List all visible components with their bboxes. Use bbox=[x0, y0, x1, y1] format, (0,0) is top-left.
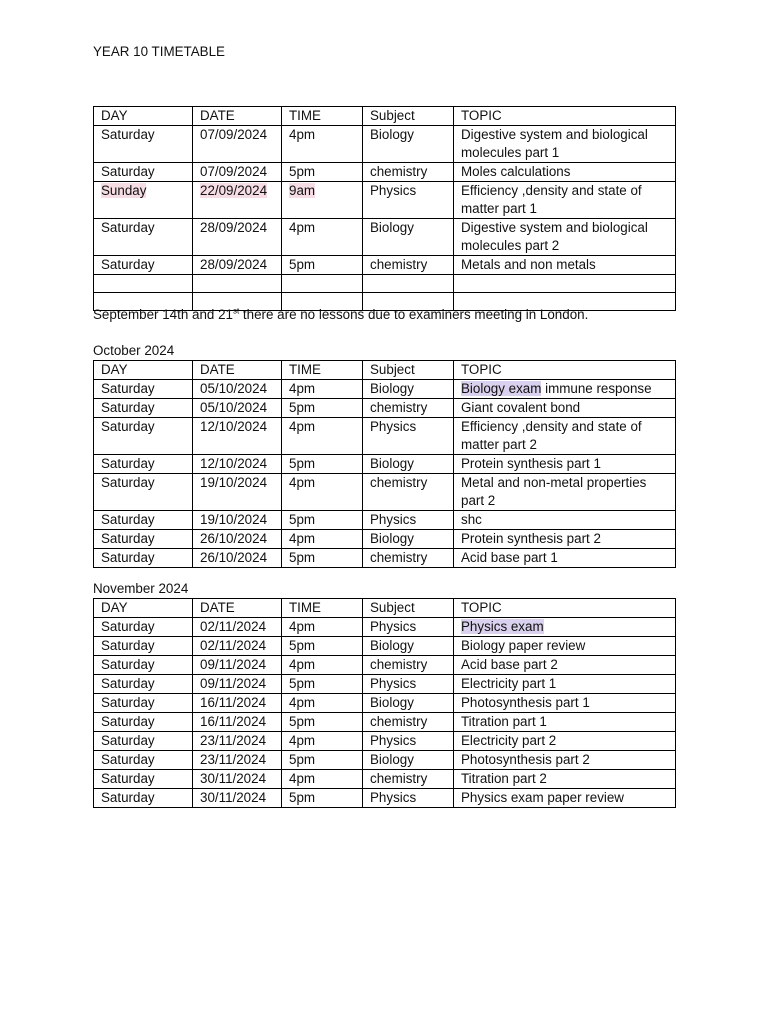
cell-day: Saturday bbox=[94, 380, 193, 399]
table-row bbox=[94, 751, 676, 770]
table-row bbox=[94, 789, 676, 808]
cell-date: 28/09/2024 bbox=[193, 219, 282, 256]
cell-subject: Biology bbox=[363, 530, 454, 549]
cell-topic bbox=[454, 618, 676, 637]
cell-date: 30/11/2024 bbox=[193, 789, 282, 808]
cell-day: Saturday bbox=[94, 163, 193, 182]
column-header-subject: Subject bbox=[363, 107, 454, 126]
cell-subject: Physics bbox=[363, 732, 454, 751]
highlighted-topic: Biology exam bbox=[461, 381, 542, 396]
cell-subject: Biology bbox=[363, 126, 454, 163]
cell-day: Saturday bbox=[94, 656, 193, 675]
cell-time: 5pm bbox=[282, 163, 363, 182]
cell-subject: chemistry bbox=[363, 474, 454, 511]
cell-day: Saturday bbox=[94, 549, 193, 568]
cell-date: 26/10/2024 bbox=[193, 549, 282, 568]
column-header-day: DAY bbox=[94, 599, 193, 618]
cell-date: 19/10/2024 bbox=[193, 511, 282, 530]
cell-time: 4pm bbox=[282, 474, 363, 511]
cell-date: 09/11/2024 bbox=[193, 675, 282, 694]
cell-topic: Acid base part 1 bbox=[454, 549, 676, 568]
cell-day: Saturday bbox=[94, 418, 193, 455]
cell-day: Saturday bbox=[94, 511, 193, 530]
cell-time: 5pm bbox=[282, 511, 363, 530]
cell-subject: chemistry bbox=[363, 163, 454, 182]
cell-subject: Physics bbox=[363, 418, 454, 455]
table-row bbox=[94, 770, 676, 789]
table-row bbox=[94, 511, 676, 530]
table-row bbox=[94, 126, 676, 163]
cell-day: Saturday bbox=[94, 474, 193, 511]
cell-date: 30/11/2024 bbox=[193, 770, 282, 789]
cell-date: 12/10/2024 bbox=[193, 455, 282, 474]
cell-time bbox=[282, 275, 363, 293]
header-row bbox=[94, 599, 676, 618]
cell-time bbox=[282, 182, 363, 219]
cell-subject: chemistry bbox=[363, 399, 454, 418]
cell-time: 4pm bbox=[282, 618, 363, 637]
cell-time: 5pm bbox=[282, 751, 363, 770]
cell-subject: Physics bbox=[363, 511, 454, 530]
cell-subject: Biology bbox=[363, 380, 454, 399]
cell-topic: Electricity part 2 bbox=[454, 732, 676, 751]
table-row bbox=[94, 694, 676, 713]
cell-day: Saturday bbox=[94, 399, 193, 418]
table-row bbox=[94, 399, 676, 418]
column-header-time: TIME bbox=[282, 361, 363, 380]
cell-time: 5pm bbox=[282, 256, 363, 275]
cell-date: 02/11/2024 bbox=[193, 618, 282, 637]
cell-date bbox=[193, 275, 282, 293]
cell-topic: Digestive system and biological molecules part 1 bbox=[454, 126, 676, 163]
cell-day bbox=[94, 182, 193, 219]
cell-subject: Physics bbox=[363, 182, 454, 219]
cell-topic: shc bbox=[454, 511, 676, 530]
column-header-topic: TOPIC bbox=[454, 107, 676, 126]
table-row bbox=[94, 675, 676, 694]
cell-day: Saturday bbox=[94, 455, 193, 474]
cell-topic: Protein synthesis part 2 bbox=[454, 530, 676, 549]
cell-day: Saturday bbox=[94, 618, 193, 637]
highlighted-time: 9am bbox=[289, 183, 316, 198]
cell-time: 5pm bbox=[282, 455, 363, 474]
cell-day: Saturday bbox=[94, 789, 193, 808]
column-header-day: DAY bbox=[94, 361, 193, 380]
cell-date: 19/10/2024 bbox=[193, 474, 282, 511]
cell-day: Saturday bbox=[94, 732, 193, 751]
table-row bbox=[94, 656, 676, 675]
no-lessons-note bbox=[93, 307, 588, 322]
cell-date: 12/10/2024 bbox=[193, 418, 282, 455]
cell-topic: Photosynthesis part 2 bbox=[454, 751, 676, 770]
cell-time: 5pm bbox=[282, 675, 363, 694]
cell-topic: Moles calculations bbox=[454, 163, 676, 182]
cell-topic: Electricity part 1 bbox=[454, 675, 676, 694]
cell-subject: chemistry bbox=[363, 256, 454, 275]
column-header-time: TIME bbox=[282, 599, 363, 618]
cell-time: 4pm bbox=[282, 418, 363, 455]
cell-time: 4pm bbox=[282, 219, 363, 256]
table-row bbox=[94, 713, 676, 732]
cell-topic: Protein synthesis part 1 bbox=[454, 455, 676, 474]
header-row bbox=[94, 107, 676, 126]
cell-date: 23/11/2024 bbox=[193, 751, 282, 770]
table-row bbox=[94, 732, 676, 751]
cell-subject: chemistry bbox=[363, 713, 454, 732]
table-row bbox=[94, 474, 676, 511]
cell-day: Saturday bbox=[94, 530, 193, 549]
cell-time: 4pm bbox=[282, 656, 363, 675]
cell-time: 4pm bbox=[282, 732, 363, 751]
cell-topic: Giant covalent bond bbox=[454, 399, 676, 418]
cell-subject: Biology bbox=[363, 455, 454, 474]
table-row bbox=[94, 256, 676, 275]
cell-time: 5pm bbox=[282, 637, 363, 656]
page-title: YEAR 10 TIMETABLE bbox=[93, 44, 225, 59]
cell-date: 07/09/2024 bbox=[193, 126, 282, 163]
cell-day: Saturday bbox=[94, 219, 193, 256]
cell-topic: Photosynthesis part 1 bbox=[454, 694, 676, 713]
table-row bbox=[94, 163, 676, 182]
cell-subject: Physics bbox=[363, 675, 454, 694]
cell-topic: Acid base part 2 bbox=[454, 656, 676, 675]
cell-day: Saturday bbox=[94, 256, 193, 275]
column-header-subject: Subject bbox=[363, 361, 454, 380]
highlighted-date: 22/09/2024 bbox=[200, 183, 268, 198]
cell-day: Saturday bbox=[94, 751, 193, 770]
cell-day: Saturday bbox=[94, 713, 193, 732]
cell-date: 05/10/2024 bbox=[193, 399, 282, 418]
highlighted-topic: Physics exam bbox=[461, 619, 544, 634]
cell-topic: Digestive system and biological molecules part 2 bbox=[454, 219, 676, 256]
cell-subject: Physics bbox=[363, 618, 454, 637]
cell-date: 28/09/2024 bbox=[193, 256, 282, 275]
table-row bbox=[94, 637, 676, 656]
header-row bbox=[94, 361, 676, 380]
cell-time: 4pm bbox=[282, 694, 363, 713]
cell-subject: chemistry bbox=[363, 549, 454, 568]
table-row bbox=[94, 182, 676, 219]
cell-subject: Biology bbox=[363, 219, 454, 256]
cell-day: Saturday bbox=[94, 770, 193, 789]
column-header-topic: TOPIC bbox=[454, 599, 676, 618]
table-row bbox=[94, 380, 676, 399]
cell-time: 5pm bbox=[282, 399, 363, 418]
cell-topic: Physics exam paper review bbox=[454, 789, 676, 808]
cell-topic: Efficiency ,density and state of matter part 1 bbox=[454, 182, 676, 219]
column-header-date: DATE bbox=[193, 107, 282, 126]
cell-date: 26/10/2024 bbox=[193, 530, 282, 549]
cell-topic bbox=[454, 380, 676, 399]
cell-day: Saturday bbox=[94, 694, 193, 713]
cell-subject: chemistry bbox=[363, 770, 454, 789]
cell-time: 5pm bbox=[282, 789, 363, 808]
cell-topic bbox=[454, 275, 676, 293]
cell-time: 4pm bbox=[282, 530, 363, 549]
cell-topic: Biology paper review bbox=[454, 637, 676, 656]
cell-date: 16/11/2024 bbox=[193, 694, 282, 713]
note-superscript: st bbox=[232, 306, 240, 316]
table-row bbox=[94, 549, 676, 568]
cell-date: 05/10/2024 bbox=[193, 380, 282, 399]
column-header-date: DATE bbox=[193, 599, 282, 618]
cell-subject: Biology bbox=[363, 637, 454, 656]
cell-time: 4pm bbox=[282, 380, 363, 399]
column-header-time: TIME bbox=[282, 107, 363, 126]
table-row bbox=[94, 275, 676, 293]
topic-text: immune response bbox=[541, 381, 652, 396]
cell-date: 02/11/2024 bbox=[193, 637, 282, 656]
cell-time: 5pm bbox=[282, 713, 363, 732]
highlighted-day: Sunday bbox=[101, 183, 147, 198]
cell-topic: Efficiency ,density and state of matter part 2 bbox=[454, 418, 676, 455]
cell-date: 16/11/2024 bbox=[193, 713, 282, 732]
cell-time: 4pm bbox=[282, 126, 363, 163]
cell-subject: Biology bbox=[363, 751, 454, 770]
table-row bbox=[94, 618, 676, 637]
cell-date: 23/11/2024 bbox=[193, 732, 282, 751]
cell-topic: Metals and non metals bbox=[454, 256, 676, 275]
cell-date bbox=[193, 182, 282, 219]
cell-topic: Titration part 1 bbox=[454, 713, 676, 732]
cell-day: Saturday bbox=[94, 675, 193, 694]
october-timetable bbox=[93, 360, 676, 568]
column-header-subject: Subject bbox=[363, 599, 454, 618]
table-row bbox=[94, 418, 676, 455]
note-text-end: there are no lessons due to examiners meeting in London. bbox=[239, 307, 589, 322]
october-caption: October 2024 bbox=[93, 343, 175, 358]
cell-subject: Biology bbox=[363, 694, 454, 713]
cell-time: 4pm bbox=[282, 770, 363, 789]
cell-time: 5pm bbox=[282, 549, 363, 568]
cell-day: Saturday bbox=[94, 637, 193, 656]
november-caption: November 2024 bbox=[93, 581, 189, 596]
table-row bbox=[94, 455, 676, 474]
cell-subject: chemistry bbox=[363, 656, 454, 675]
table-row bbox=[94, 219, 676, 256]
cell-topic: Titration part 2 bbox=[454, 770, 676, 789]
september-timetable bbox=[93, 106, 676, 311]
cell-subject: Physics bbox=[363, 789, 454, 808]
note-text: September 14th and 21 bbox=[93, 307, 233, 322]
cell-subject bbox=[363, 275, 454, 293]
cell-day bbox=[94, 275, 193, 293]
cell-topic: Metal and non-metal properties part 2 bbox=[454, 474, 676, 511]
november-timetable bbox=[93, 598, 676, 808]
column-header-day: DAY bbox=[94, 107, 193, 126]
cell-date: 09/11/2024 bbox=[193, 656, 282, 675]
column-header-topic: TOPIC bbox=[454, 361, 676, 380]
column-header-date: DATE bbox=[193, 361, 282, 380]
cell-date: 07/09/2024 bbox=[193, 163, 282, 182]
cell-day: Saturday bbox=[94, 126, 193, 163]
table-row bbox=[94, 530, 676, 549]
